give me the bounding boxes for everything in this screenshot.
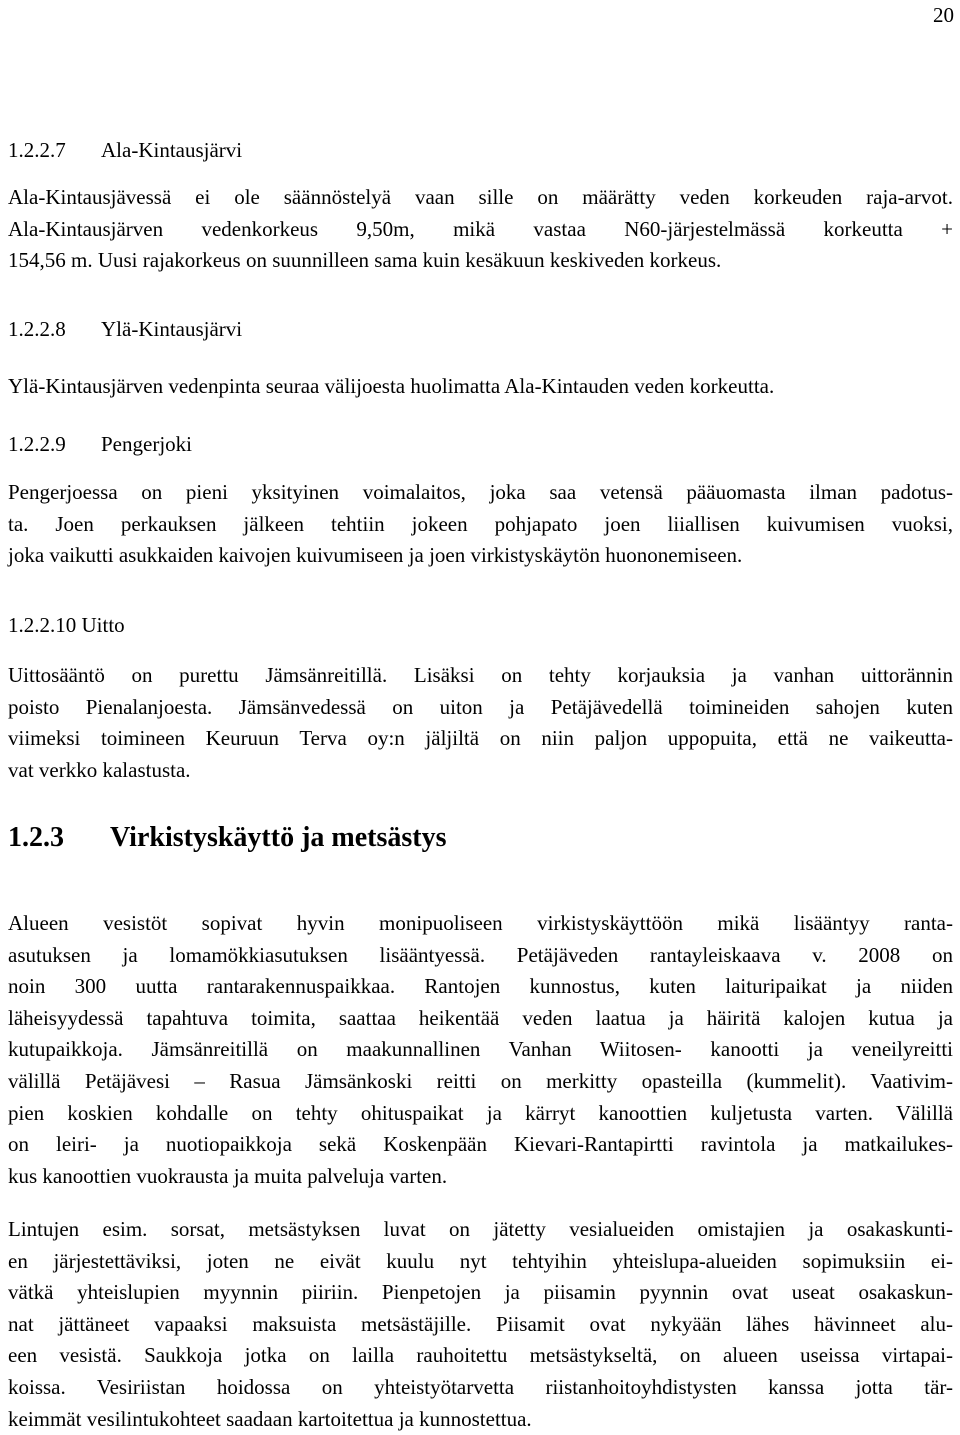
paragraph-line: joka vaikutti asukkaiden kaivojen kuivumiseen ja joen virkistyskäytön huononemiseen. xyxy=(8,543,743,568)
paragraph-line: on leiri- ja nuotiopaikkoja sekä Koskenpään Kievari-Rantapirtti ravintola ja matkailukes- xyxy=(8,1132,953,1157)
main-paragraph-recreation xyxy=(8,908,953,1192)
paragraph-line: nat jättäneet vapaaksi maksuista metsästäjille. Piisamit ovat nykyään lähes hävinneet alu- xyxy=(8,1311,953,1336)
paragraph-line: kutupaikkoja. Jämsänreitillä on maakunnallinen Vanhan Wiitosen- kanootti ja veneilyreitti xyxy=(8,1037,953,1062)
section-number: 1.2.2.9 xyxy=(8,432,66,456)
paragraph-line: Lintujen esim. sorsat, metsästyksen luvat on jätetty vesialueiden omistajien ja osakaskunti- xyxy=(8,1217,953,1241)
paragraph-line: Uittosääntö on purettu Jämsänreitillä. Lisäksi on tehty korjauksia ja vanhan uittorännin xyxy=(8,663,953,687)
paragraph-line: pien koskien kohdalle on tehty ohituspaikat ja kärryt kanoottien kuljetusta varten. Välillä xyxy=(8,1100,953,1125)
section-title: Ala-Kintausjärvi xyxy=(101,138,243,162)
paragraph-line: Pengerjoessa on pieni yksityinen voimalaitos, joka saa vetensä pääuomasta ilman padotus- xyxy=(8,480,953,504)
section-heading-pengerjoki xyxy=(8,428,192,460)
page-number: 20 xyxy=(933,3,954,27)
paragraph-line: ta. Joen perkauksen jälkeen tehtiin jokeen pohjapato joen liiallisen kuivumisen vuoksi, xyxy=(8,511,953,536)
paragraph-line: asutuksen ja lomamökkiasutuksen lisääntyessä. Petäjäveden rantayleiskaava v. 2008 on xyxy=(8,942,953,967)
section-title: Pengerjoki xyxy=(101,432,192,456)
section-paragraph-yla-kintausjarvi xyxy=(8,371,953,403)
section-heading-yla-kintausjarvi xyxy=(8,313,242,345)
paragraph-line: vat verkko kalastusta. xyxy=(8,757,191,782)
paragraph-line: 154,56 m. Uusi rajakorkeus on suunnilleen sama kuin kesäkuun keskiveden korkeus. xyxy=(8,248,722,273)
paragraph-line: en järjestettäviksi, joten ne eivät kuulu nyt tehtyihin yhteislupa-alueiden sopimuksiin ei- xyxy=(8,1248,953,1273)
main-section-heading xyxy=(8,820,447,856)
section-paragraph-pengerjoki xyxy=(8,477,953,572)
main-section-number: 1.2.3 xyxy=(8,822,64,853)
paragraph-line: koissa. Vesiriistan hoidossa on yhteistyötarvetta riistanhoitoyhdistysten kanssa jotta tär- xyxy=(8,1374,953,1399)
paragraph-line: vätkä yhteislupien myynnin piiriin. Pienpetojen ja piisamin pyynnin ovat useat osakaskun- xyxy=(8,1280,953,1305)
paragraph-line: Ala-Kintausjärven vedenkorkeus 9,50m, mikä vastaa N60-järjestelmässä korkeutta + xyxy=(8,216,953,241)
section-number: 1.2.2.8 xyxy=(8,317,66,341)
section-heading-uitto xyxy=(8,609,125,641)
paragraph-line: poisto Pienalanjoesta. Jämsänvedessä on uiton ja Petäjävedellä toimineiden sahojen kuten xyxy=(8,694,953,719)
paragraph-line: Ala-Kintausjävessä ei ole säännöstelyä vaan sille on määrätty veden korkeuden raja-arvot. xyxy=(8,185,953,209)
paragraph-line: Alueen vesistöt sopivat hyvin monipuoliseen virkistyskäyttöön mikä lisääntyy ranta- xyxy=(8,911,953,935)
paragraph-line: noin 300 uutta rantarakennuspaikkaa. Rantojen kunnostus, kuten laituripaikat ja niiden xyxy=(8,974,953,999)
main-paragraph-hunting xyxy=(8,1214,953,1435)
paragraph-line: viimeksi toimineen Keuruun Terva oy:n jäljiltä on niin paljon uppopuita, että ne vaikeutta- xyxy=(8,726,953,751)
paragraph-line: keimmät vesilintukohteet saadaan kartoitettua ja kunnostettua. xyxy=(8,1406,532,1431)
paragraph-line: läheisyydessä tapahtuva toimita, saattaa heikentää veden laatua ja häiritä kalojen kutua ja xyxy=(8,1005,953,1030)
paragraph-line: välillä Petäjävesi – Rasua Jämsänkoski reitti on merkitty opasteilla (kummelit). Vaativim- xyxy=(8,1068,953,1093)
paragraph-line: kus kanoottien vuokrausta ja muita palveluja varten. xyxy=(8,1163,448,1188)
section-paragraph-uitto xyxy=(8,660,953,786)
main-section-title: Virkistyskäyttö ja metsästys xyxy=(110,822,447,853)
section-number: 1.2.2.10 xyxy=(8,613,77,637)
section-paragraph-ala-kintausjarvi xyxy=(8,182,953,277)
section-number: 1.2.2.7 xyxy=(8,138,66,162)
section-title: Ylä-Kintausjärvi xyxy=(101,317,243,341)
paragraph-line: een vesistä. Saukkoja jotka on lailla rauhoitettu metsästykseltä, on alueen useissa virtapai- xyxy=(8,1343,953,1368)
section-title: Uitto xyxy=(81,613,125,637)
paragraph-line: Ylä-Kintausjärven vedenpinta seuraa välijoesta huolimatta Ala-Kintauden veden korkeutta. xyxy=(8,374,775,398)
section-heading-ala-kintausjarvi xyxy=(8,134,242,166)
